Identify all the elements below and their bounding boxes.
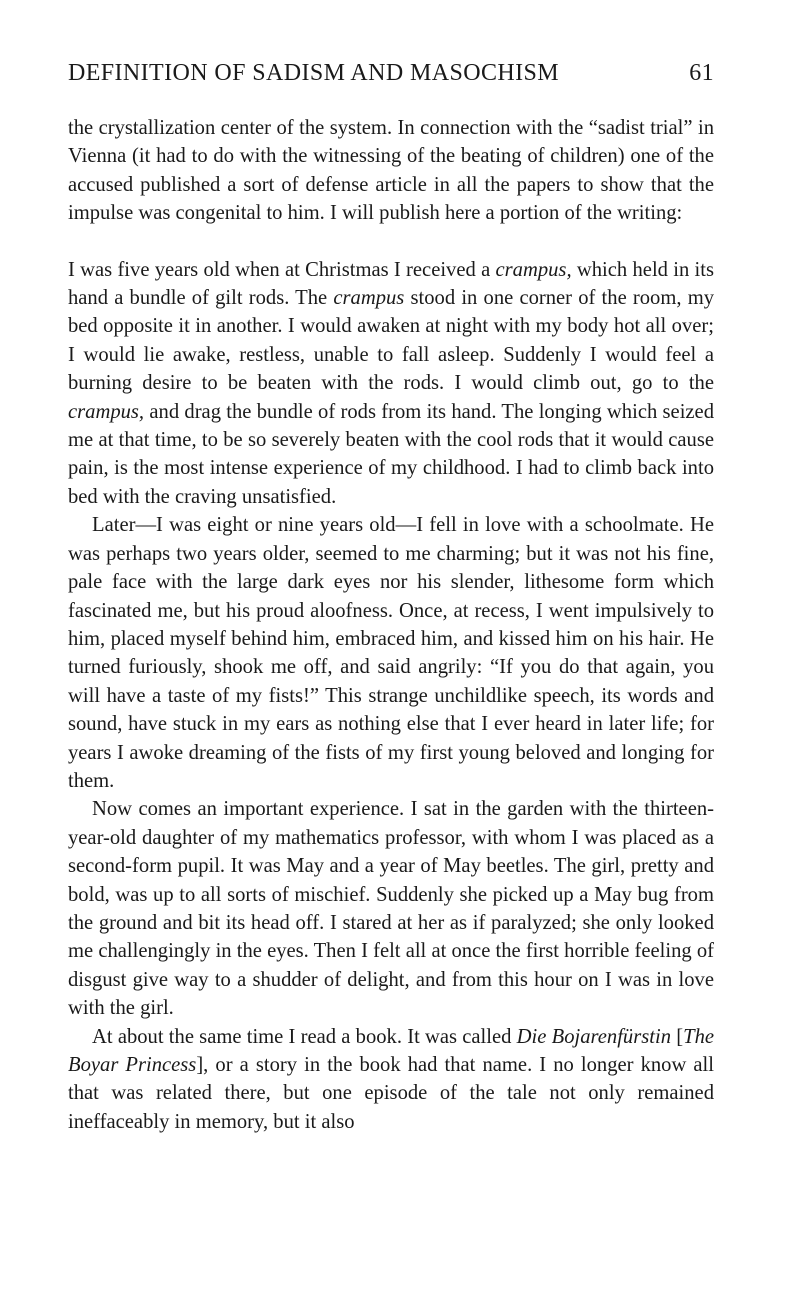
- crampus-term: crampus,: [495, 258, 572, 281]
- running-head-title: DEFINITION OF SADISM AND MASOCHISM: [68, 60, 559, 86]
- paragraph-5-text: ], or a story in the book had that name. I no longer know all that was related there, but one episode of the tale not only remained ineffaceably in memory, but it also: [68, 1054, 714, 1133]
- bracket-open: [: [671, 1025, 684, 1048]
- book-title-english: The Boyar Princess: [68, 1025, 714, 1076]
- paragraph-4: Now comes an important experience. I sat in the garden with the thirteen-year-old daughter of my mathematics professor, with whom I was placed as a second-form pupil. It was May and a year of May beetles. The girl, pretty and bold, was up to all sorts of mischief. Suddenly she picked up a May bug from the ground and bit its head off. I stared at her as if paralyzed; she only looked me challengingly in the eyes. Then I felt all at once the first horrible feeling of disgust give way to a shudder of delight, and from this hour on I was in love with the girl.: [68, 798, 714, 1020]
- crampus-term: crampus,: [68, 400, 145, 423]
- running-head: [68, 60, 714, 100]
- paragraph-1: the crystallization center of the system. In connection with the “sadist trial” in Vienna (it had to do with the witnessing of the beating of children) one of the accused published a sort of defense article in all the papers to show that the impulse was congenital to him. I will publish here a portion of the writing:: [68, 117, 714, 225]
- paragraph-3: Later—I was eight or nine years old—I fell in love with a schoolmate. He was perhaps two years older, seemed to me charming; but it was not his fine, pale face with the large dark eyes nor his slender, lithesome form which fascinated me, but his proud aloofness. Once, at recess, I went impulsively to him, placed myself behind him, embraced him, and kissed him on his hair. He turned furiously, shook me off, and said angrily: “If you do that again, you will have a taste of my fists!” This strange unchildlike speech, its words and sound, have stuck in my ears as nothing else that I ever heard in later life; for years I awoke dreaming of the fists of my first young beloved and longing for them.: [68, 514, 714, 792]
- paragraph-2-text: I was five years old when at Christmas I received a: [68, 258, 496, 281]
- paragraph-5: [68, 1023, 714, 1137]
- page-number: 61: [689, 60, 714, 86]
- paragraph-2-text: stood in one corner of the room, my bed opposite it in another. I would awaken at night with my body hot all over; I would lie awake, restless, unable to fall asleep. Suddenly I would feel a burning desire to be beaten with the rods. I would climb out, go to the: [68, 287, 715, 395]
- book-page: [68, 60, 714, 1136]
- book-title-german: Die Bojarenfürstin: [516, 1025, 672, 1048]
- paragraph-2-text: and drag the bundle of rods from its hand. The longing which seized me at that time, to be so severely beaten with the cool rods that it would cause pain, is the most intense experience of my childhood. I had to climb back into bed with the craving unsatisfied.: [68, 400, 714, 508]
- body-text: [68, 114, 714, 1136]
- crampus-term: crampus: [333, 287, 405, 310]
- paragraph-2-text: which held in its hand a bundle of gilt rods. The: [68, 258, 715, 310]
- paragraph-2: [68, 256, 714, 512]
- paragraph-5-text: At about the same time I read a book. It was called: [92, 1025, 517, 1048]
